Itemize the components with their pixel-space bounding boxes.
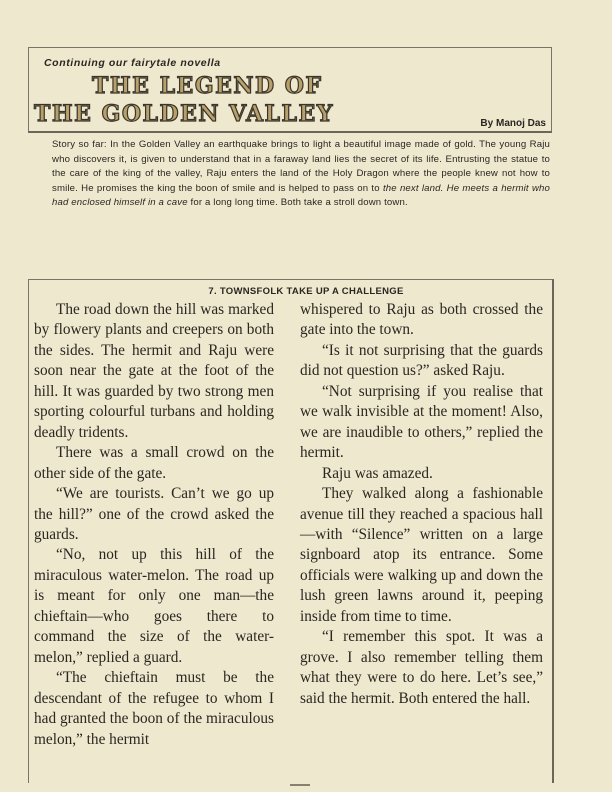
- paragraph: “I remember this spot. It was a grove. I also remember telling them what they were to do here. Let’s see,” said the hermit. Both entered the hall.: [300, 628, 543, 707]
- page-footer-mark: [290, 784, 310, 786]
- paragraph: They walked along a fashionable avenue till they reached a spacious hall—with “Silence” written on a large signboard atop its entrance. Some officials were walking up and down the lush green lawns around it, peeping inside from time to time.: [300, 485, 543, 625]
- left-column: [34, 300, 274, 750]
- paragraph: “No, not up this hill of the miraculous water-melon. The road up is meant for only one man—the chieftain—who goes there to command the size of the water-melon,” replied a guard.: [34, 546, 274, 666]
- paragraph: “The chieftain must be the descendant of the refugee to whom I had granted the boon of the miraculous melon,” the hermit: [34, 669, 274, 748]
- summary-text: In the Golden Valley an earthquake brings to light a beautiful image made of gold. The young Raju who discovers it, is given to understand that in a faraway land lies the secret of its life. Entrusting the statue to the care of the king of the valley, Raju enters the land of the Holy Dragon where the people knew not how to smile. He promises the king the boon of smile and is helped to pass on to: [52, 139, 550, 194]
- story-summary: [52, 138, 550, 211]
- paragraph: “Is it not surprising that the guards did not question us?” asked Raju.: [300, 341, 543, 380]
- paragraph: Raju was amazed.: [322, 464, 433, 482]
- paragraph: whispered to Raju as both crossed the gate into the town.: [300, 301, 543, 339]
- summary-tail-text: for a long long time. Both take a stroll down town.: [190, 197, 408, 209]
- title-line-2: THE GOLDEN VALLEY: [34, 101, 334, 127]
- summary-label: Story so far:: [52, 139, 107, 150]
- paragraph: “Not surprising if you realise that we walk invisible at the moment! Also, we are inaudible to others,” replied the hermit.: [300, 382, 543, 462]
- chapter-title: 7. TOWNSFOLK TAKE UP A CHALLENGE: [208, 286, 404, 297]
- title-line-1: THE LEGEND OF: [92, 73, 323, 99]
- byline: By Manoj Das: [480, 118, 546, 129]
- right-column: [300, 300, 543, 709]
- paragraph: “We are tourists. Can’t we go up the hill?” one of the crowd asked the guards.: [34, 485, 274, 543]
- summary-italic-text: the next land. He meets a hermit who had enclosed himself in a cave: [52, 182, 551, 209]
- kicker: Continuing our fairytale novella: [44, 57, 221, 69]
- paragraph: There was a small crowd on the other side of the gate.: [34, 444, 274, 482]
- paragraph: The road down the hill was marked by flowery plants and creepers on both the sides. The hermit and Raju were soon near the gate at the foot of the hill. It was guarded by two strong men sporting colourful turbans and holding deadly tridents.: [34, 301, 274, 441]
